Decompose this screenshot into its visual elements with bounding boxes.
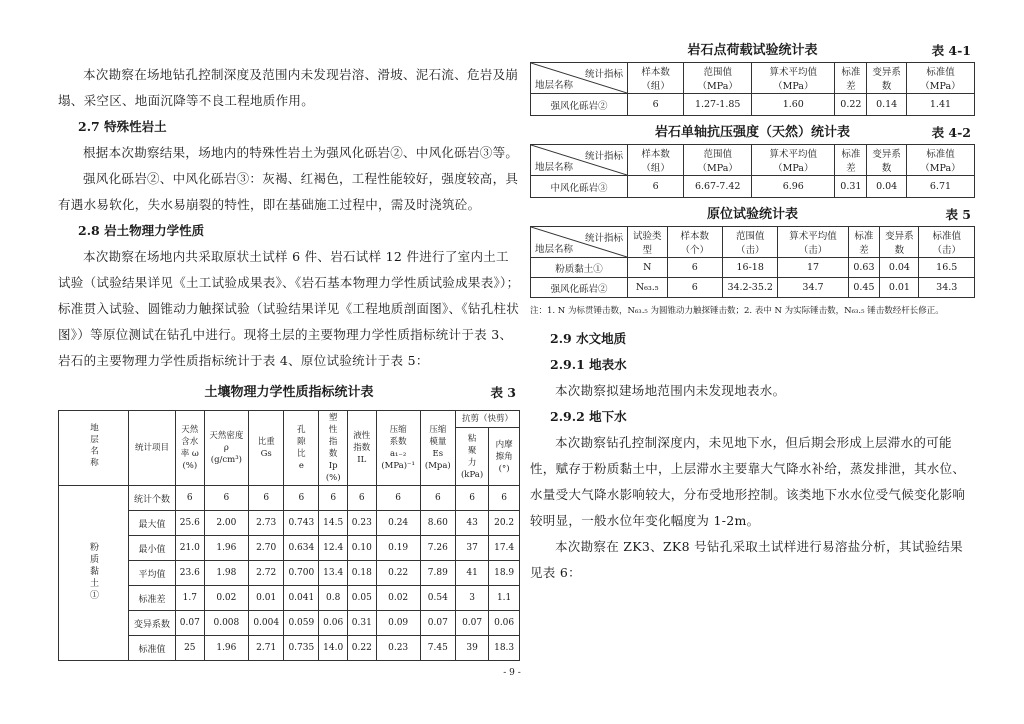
col-void: 孔 隙 比 e (284, 411, 319, 486)
table41-number: 表 4-1 (931, 43, 971, 58)
table3-caption (58, 382, 520, 404)
table3-number: 表 3 (490, 385, 516, 400)
col-a: 压缩 系数 a₁₋₂ (MPa)⁻¹ (376, 411, 420, 486)
table5-note: 注：1. N 为标贯锤击数，N₆₃.₅ 为圆锥动力触探锤击数；2. 表中 N 为实际锤击数，N₆₃.₅ 锤击数经杆长修正。 (530, 306, 944, 316)
table-point-load: 统计指标 地层名称 样本数（组） 范围值（MPa） 算术平均值（MPa） 标准差 变异系数 标准值（MPa） 强风化砾岩② 6 1.27-1.85 1.60 0.22 0.14 1.41 (530, 62, 975, 116)
table-row: 标准差 1.7 0.02 0.01 0.041 0.8 0.05 0.02 0.54 3 1.1 (59, 586, 520, 611)
layer-name-cell: 粉质黏土① (59, 486, 129, 661)
table42-title: 岩石单轴抗压强度（天然）统计表 (654, 125, 850, 140)
col-il: 液性 指数 IL (347, 411, 376, 486)
col-density: 天然密度 ρ (g/cm³) (204, 411, 249, 486)
table-row: 强风化砾岩② 6 1.27-1.85 1.60 0.22 0.14 1.41 (531, 94, 975, 116)
col-gs: 比重 Gs (249, 411, 284, 486)
page-number: - 9 - (503, 668, 521, 678)
table5-number: 表 5 (945, 207, 971, 222)
table-row: 平均值 23.6 1.98 2.72 0.700 13.4 0.18 0.22 7.89 41 18.9 (59, 561, 520, 586)
heading-2-8: 2.8 岩土物理力学性质 (78, 223, 205, 238)
paragraph-groundwater: 本次勘察钻孔控制深度内，未见地下水，但后期会形成上层滞水的可能性，赋存于粉质黏土中，上层滞水主要靠大气降水补给，蒸发排泄，其水位、水量受大气降水影响较大，分布受地形控制。该类地下水水位受气候变化影响较明显，一般水位年变化幅度为 1-2m。 (530, 435, 966, 528)
diagonal-header: 统计指标 地层名称 (531, 145, 628, 176)
heading-2-9-1: 2.9.1 地表水 (550, 357, 627, 372)
table-uniaxial-compression: 统计指标 地层名称 样本数（组） 范围值（MPa） 算术平均值（MPa） 标准差 变异系数 标准值（MPa） 中风化砾岩③ 6 6.67-7.42 6.96 0.31 0.04 6.71 (530, 144, 975, 198)
table-row: 标准值 25 1.96 2.71 0.735 14.0 0.22 0.23 7.45 39 18.3 (59, 636, 520, 661)
heading-2-9: 2.9 水文地质 (550, 331, 627, 346)
table5-title: 原位试验统计表 (706, 207, 798, 222)
paragraph-conglomerate: 强风化砾岩②、中风化砾岩③：灰褐、红褐色，工程性能较好，强度较高，具有遇水易软化，失水易崩裂的特性，即在基础施工过程中，需及时浇筑砼。 (58, 171, 519, 212)
table3-title: 土壤物理力学性质指标统计表 (204, 385, 374, 400)
table41-caption (530, 40, 975, 62)
col-item: 统计项目 (129, 411, 176, 486)
paragraph-surface-water: 本次勘察拟建场地范围内未发现地表水。 (555, 383, 786, 398)
diagonal-header: 统计指标 地层名称 (531, 227, 628, 258)
col-layer: 地层名称 (59, 411, 129, 486)
right-column (530, 40, 975, 586)
diagonal-header: 统计指标 地层名称 (531, 63, 628, 94)
col-c: 粘 聚 力 (kPa) (455, 428, 488, 486)
table41-title: 岩石点荷载试验统计表 (687, 43, 818, 58)
table-row: 粉质黏土① N 6 16-18 17 0.63 0.04 16.5 (531, 258, 975, 278)
table5-caption (530, 204, 975, 226)
col-phi: 内摩 擦角 (°) (489, 428, 520, 486)
table-row: 变异系数 0.07 0.008 0.004 0.059 0.06 0.31 0.09 0.07 0.07 0.06 (59, 611, 520, 636)
col-shear: 抗剪（快剪） (455, 411, 519, 428)
table-row: 中风化砾岩③ 6 6.67-7.42 6.96 0.31 0.04 6.71 (531, 176, 975, 198)
paragraph-salt-analysis: 本次勘察在 ZK3、ZK8 号钻孔采取土试样进行易溶盐分析，其试验结果见表 6： (530, 539, 963, 580)
heading-2-7: 2.7 特殊性岩土 (78, 119, 167, 134)
col-water: 天然 含水 率 ω (%) (176, 411, 205, 486)
table-row: 强风化砾岩② N₆₃.₅ 6 34.2-35.2 34.7 0.45 0.01 34.3 (531, 278, 975, 298)
table42-number: 表 4-2 (931, 125, 971, 140)
col-ip: 塑 性 指 数 Ip (%) (319, 411, 348, 486)
table-row: 最小值 21.0 1.96 2.70 0.634 12.4 0.10 0.19 7.26 37 17.4 (59, 536, 520, 561)
heading-2-9-2: 2.9.2 地下水 (550, 409, 627, 424)
table-soil-properties (58, 410, 520, 661)
table-row: 粉质黏土① 统计个数 6 6 6 6 6 6 6 6 6 6 (59, 486, 520, 511)
table-insitu-tests: 统计指标 地层名称 试验类型 样本数（个） 范围值（击） 算术平均值（击） 标准差 变异系数 标准值（击） 粉质黏土① N 6 16-18 17 0.63 0.04 16.5 强风化砾岩② N₆₃.₅ 6 34.2-35.2 34.7 0.45 0.01 34.3 (530, 226, 975, 298)
paragraph-special-soil: 根据本次勘察结果，场地内的特殊性岩土为强风化砾岩②、中风化砾岩③等。 (83, 145, 519, 160)
paragraph-tests: 本次勘察在场地内共采取原状土试样 6 件、岩石试样 12 件进行了室内土工试验（试验结果详见《土工试验成果表》、《岩石基本物理力学性质试验成果表》）；标准贯入试验、圆锥动力触探试验（试验结果详见《工程地质剖面图》、《钻孔柱状图》）等原位测试在钻孔中进行。现将土层的主要物理力学性质指标统计于表 3、岩石的主要物理力学性质指标统计于表 4、原位试验统计于表 5： (58, 249, 520, 368)
table-row: 最大值 25.6 2.00 2.73 0.743 14.5 0.23 0.24 8.60 43 20.2 (59, 511, 520, 536)
col-es: 压缩 模量 Es (Mpa) (420, 411, 455, 486)
paragraph-geohazards: 本次勘察在场地钻孔控制深度及范围内未发现岩溶、滑坡、泥石流、危岩及崩塌、采空区、地面沉降等不良工程地质作用。 (58, 67, 519, 108)
table42-caption (530, 122, 975, 144)
left-column (58, 62, 520, 661)
